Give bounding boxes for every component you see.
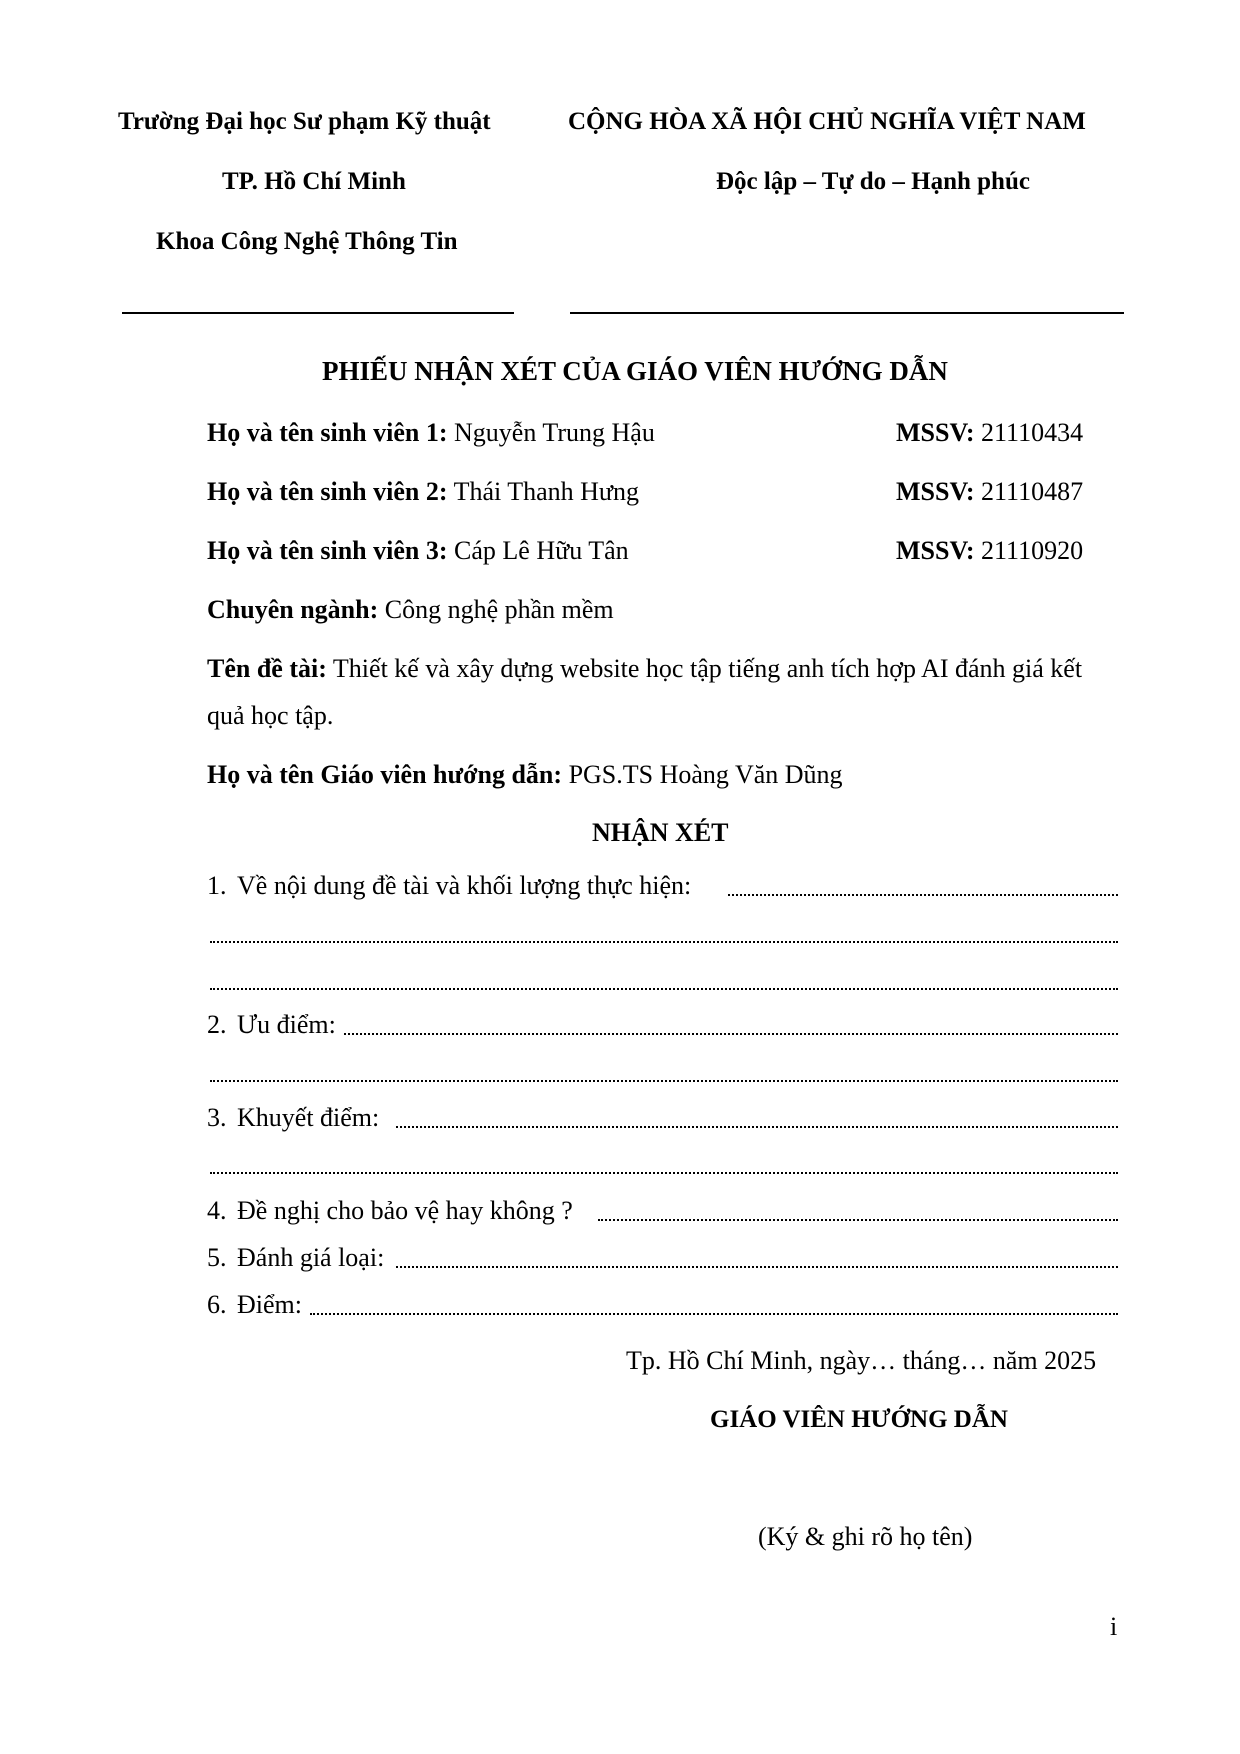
country-name: CỘNG HÒA XÃ HỘI CHỦ NGHĨA VIỆT NAM [568,108,1086,135]
answer-line[interactable] [728,893,1118,896]
student-mssv-3 [896,536,1083,566]
mssv-label: MSSV: [896,536,975,565]
topic-value-line1: Thiết kế và xây dựng website học tập tiếng anh tích hợp AI đánh giá kết [332,654,1083,683]
student-label: Họ và tên sinh viên 3: [207,536,448,565]
comment-item-6 [207,1290,302,1320]
signature-title: GIÁO VIÊN HƯỚNG DẪN [710,1406,1008,1433]
national-motto: Độc lập – Tự do – Hạnh phúc [716,168,1030,195]
answer-line[interactable] [396,1125,1118,1128]
comment-item-1 [207,871,691,901]
left-header-rule [122,312,514,314]
student-name: Nguyễn Trung Hậu [454,418,655,447]
mssv-value: 21110487 [981,477,1084,506]
mssv-label: MSSV: [896,477,975,506]
comment-label: Ưu điểm: [237,1010,336,1039]
page-number: i [1110,1612,1118,1641]
comment-number: 4. [207,1196,227,1225]
student-mssv-1 [896,418,1083,448]
page-title: PHIẾU NHẬN XÉT CỦA GIÁO VIÊN HƯỚNG DẪN [322,356,948,386]
advisor-label: Họ và tên Giáo viên hướng dẫn: [207,760,563,789]
topic-value-line2: quả học tập. [207,701,334,730]
student-row-2 [207,477,639,507]
student-name: Thái Thanh Hưng [453,477,640,506]
comment-item-4 [207,1196,573,1226]
comment-number: 3. [207,1103,227,1132]
student-label: Họ và tên sinh viên 1: [207,418,448,447]
faculty-name: Khoa Công Nghệ Thông Tin [156,228,458,255]
advisor-row [207,760,843,790]
comment-label: Điểm: [237,1290,302,1319]
signature-note: (Ký & ghi rõ họ tên) [758,1522,973,1551]
student-mssv-2 [896,477,1083,507]
comment-item-2 [207,1010,336,1040]
comment-label: Về nội dung đề tài và khối lượng thực hiện: [237,871,692,900]
comment-label: Đánh giá loại: [237,1243,385,1272]
topic-row [207,654,1082,684]
student-row-1 [207,418,655,448]
comment-item-3 [207,1103,379,1133]
answer-line[interactable] [210,940,1118,943]
student-label: Họ và tên sinh viên 2: [207,477,448,506]
advisor-value: PGS.TS Hoàng Văn Dũng [568,760,843,789]
answer-line[interactable] [344,1032,1118,1035]
comment-number: 2. [207,1010,227,1039]
student-row-3 [207,536,629,566]
answer-line[interactable] [210,1171,1118,1174]
school-name: Trường Đại học Sư phạm Kỹ thuật [118,108,491,135]
mssv-value: 21110434 [981,418,1084,447]
mssv-label: MSSV: [896,418,975,447]
comment-label: Khuyết điểm: [237,1103,380,1132]
comment-label: Đề nghị cho bảo vệ hay không ? [237,1196,573,1225]
student-name: Cáp Lê Hữu Tân [454,536,629,565]
comments-heading: NHẬN XÉT [592,818,729,847]
major-label: Chuyên ngành: [207,595,379,624]
comment-number: 1. [207,871,227,900]
comment-number: 6. [207,1290,227,1319]
answer-line[interactable] [210,1079,1118,1082]
school-city: TP. Hồ Chí Minh [222,168,406,195]
right-header-rule [570,312,1124,314]
mssv-value: 21110920 [981,536,1084,565]
topic-label: Tên đề tài: [207,654,327,683]
answer-line[interactable] [396,1265,1118,1268]
date-line: Tp. Hồ Chí Minh, ngày… tháng… năm 2025 [626,1346,1097,1375]
comment-number: 5. [207,1243,227,1272]
answer-line[interactable] [598,1218,1118,1221]
comment-item-5 [207,1243,384,1273]
answer-line[interactable] [310,1312,1118,1315]
major-row [207,595,614,625]
answer-line[interactable] [210,987,1118,990]
major-value: Công nghệ phần mềm [384,595,614,624]
